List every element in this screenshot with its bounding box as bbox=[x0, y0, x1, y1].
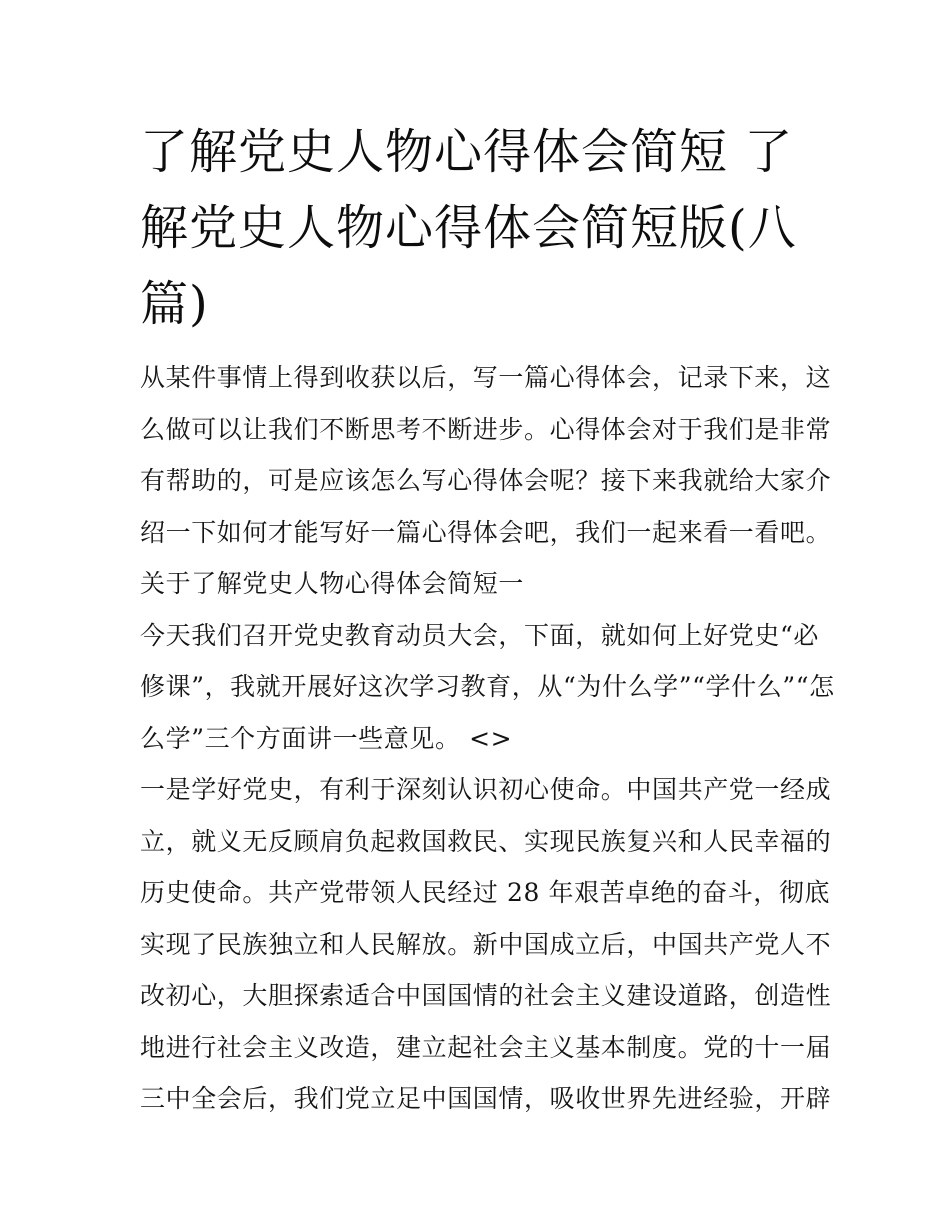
title-line: 了解党史人物心得体会简短 了 bbox=[140, 124, 794, 180]
point-one-paragraph-line: 三中全会后，我们党立足中国国情，吸收世界先进经验，开辟 bbox=[140, 1084, 832, 1113]
document-body bbox=[140, 358, 835, 1131]
point-one-paragraph-line: 一是学好党史，有利于深刻认识初心使命。中国共产党一经成 bbox=[140, 775, 832, 804]
title-line: 解党史人物心得体会简短版(八 bbox=[140, 200, 797, 256]
point-one-paragraph-line: 实现了民族独立和人民解放。新中国成立后，中国共产党人不 bbox=[140, 929, 832, 959]
point-one-paragraph-line: 改初心，大胆探索适合中国国情的社会主义建设道路，创造性 bbox=[140, 981, 832, 1010]
section-heading: 关于了解党史人物心得体会简短一 bbox=[140, 569, 525, 598]
intro-paragraph-line: 绍一下如何才能写好一篇心得体会吧，我们一起来看一看吧。 bbox=[140, 517, 832, 547]
title-line: 篇) bbox=[140, 276, 209, 332]
intro-paragraph-line: 从某件事情上得到收获以后，写一篇心得体会，记录下来，这 bbox=[140, 363, 832, 392]
opening-paragraph-line: 修课”，我就开展好这次学习教育，从“为什么学”“学什么”“怎 bbox=[140, 672, 835, 701]
intro-paragraph-line: 么做可以让我们不断思考不断进步。心得体会对于我们是非常 bbox=[140, 414, 832, 444]
point-one-paragraph-line: 历史使命。共产党带领人民经过 28 年艰苦卓绝的奋斗，彻底 bbox=[140, 878, 831, 907]
point-one-paragraph-line: 立，就义无反顾肩负起救国救民、实现民族复兴和人民幸福的 bbox=[140, 826, 832, 856]
document-title bbox=[140, 114, 830, 342]
point-one-paragraph-line: 地进行社会主义改造，建立起社会主义基本制度。党的十一届 bbox=[140, 1032, 832, 1062]
intro-paragraph-line: 有帮助的，可是应该怎么写心得体会呢？接下来我就给大家介 bbox=[140, 466, 832, 495]
opening-paragraph-line: 今天我们召开党史教育动员大会，下面，就如何上好党史“必 bbox=[140, 620, 819, 650]
opening-paragraph-line: 么学”三个方面讲一些意见。 <> bbox=[140, 723, 513, 753]
